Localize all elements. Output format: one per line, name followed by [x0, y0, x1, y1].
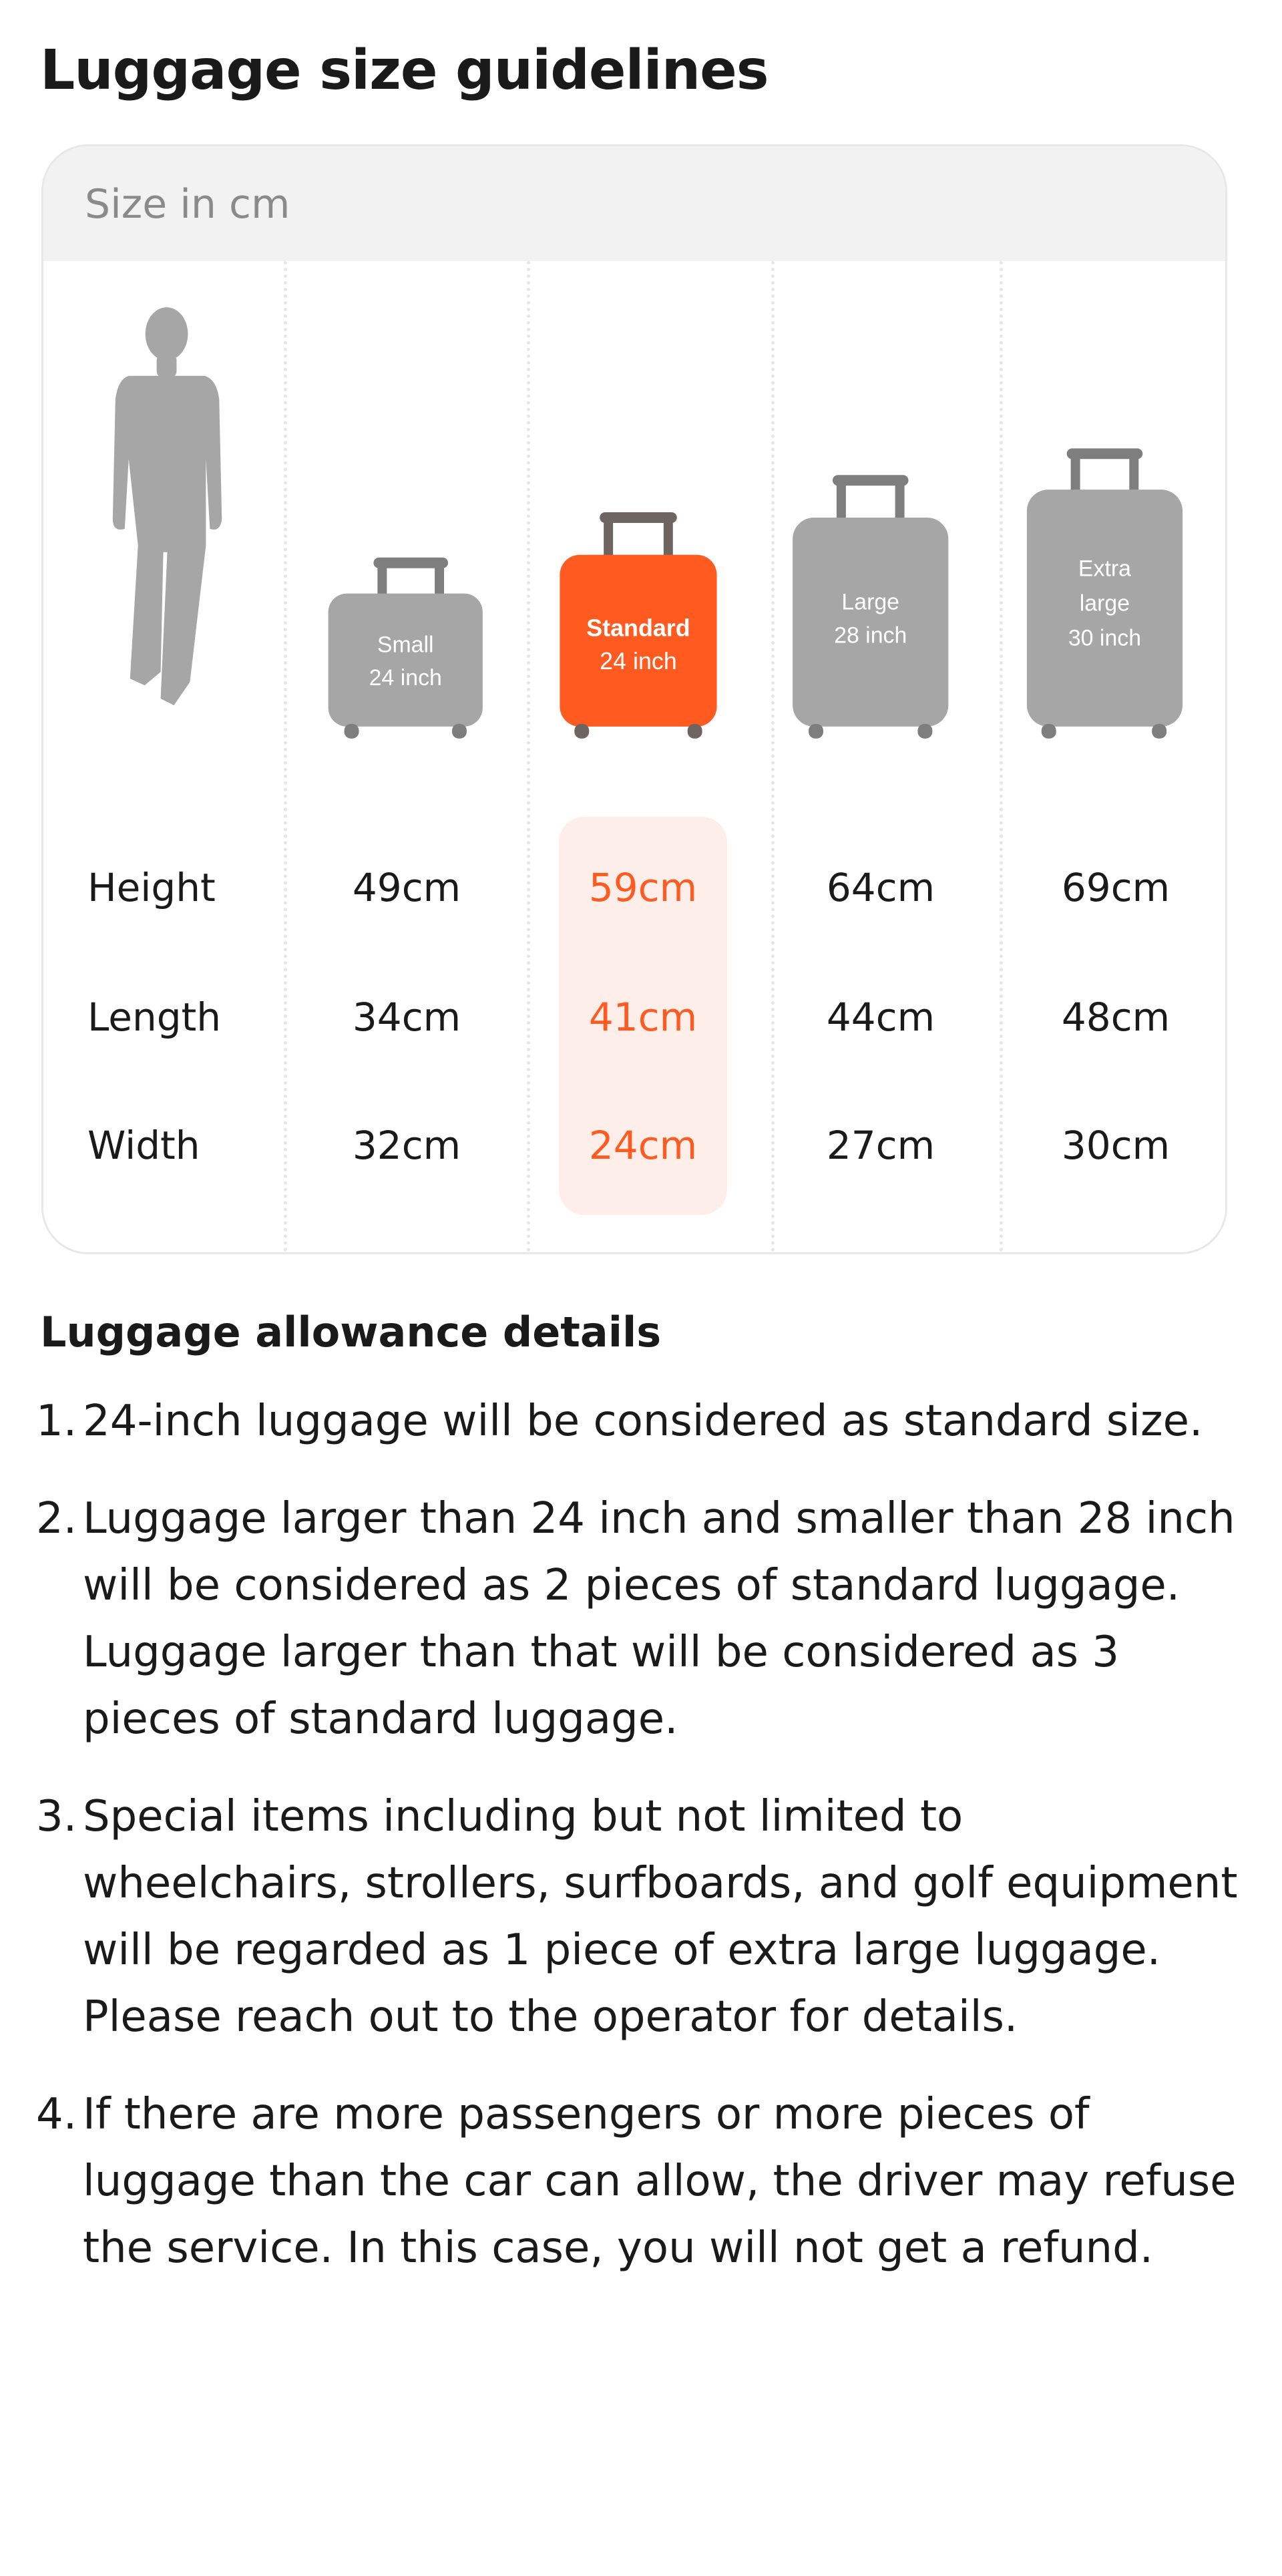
size-unit-label: Size in cm	[85, 181, 290, 228]
suitcase-label-standard-line1: Standard	[586, 614, 690, 642]
suitcase-label-large-line1: Large	[841, 589, 900, 615]
suitcase-label-standard-line2: 24 inch	[600, 648, 677, 675]
list-item-text: If there are more passengers or more pieces of luggage than the car can allow, the driver may refuse the service. In this case, you will not get a refund.	[83, 2090, 1237, 2273]
luggage-illustration	[43, 146, 1225, 1252]
list-item	[36, 1783, 1245, 2050]
list-item-number: 1.	[36, 1397, 77, 1446]
list-item-text: 24-inch luggage will be considered as standard size.	[83, 1397, 1203, 1446]
list-item-text: Luggage larger than 24 inch and smaller than 28 inch will be considered as 2 pieces of standard luggage. Luggage larger than that will be considered as 3 pieces of standard luggage.	[83, 1494, 1235, 1744]
cell-small-height: 49cm	[352, 865, 461, 910]
cell-large-width: 27cm	[826, 1123, 935, 1168]
page-title: Luggage size guidelines	[40, 39, 769, 102]
cell-xl-length: 48cm	[1061, 994, 1170, 1040]
suitcase-label-large-line2: 28 inch	[834, 622, 907, 649]
list-item	[36, 1485, 1245, 1753]
row-label-length: Length	[87, 994, 222, 1040]
person-silhouette-icon	[113, 307, 222, 705]
suitcase-label-small-line2: 24 inch	[369, 665, 442, 691]
cell-small-width: 32cm	[352, 1123, 461, 1168]
cell-standard-height: 59cm	[588, 865, 698, 910]
cell-large-height: 64cm	[826, 865, 935, 910]
row-label-height: Height	[87, 865, 216, 910]
cell-small-length: 34cm	[352, 994, 461, 1040]
allowance-details-title: Luggage allowance details	[40, 1308, 662, 1356]
cell-standard-width: 24cm	[588, 1123, 698, 1168]
list-item-number: 2.	[36, 1494, 77, 1543]
suitcase-label-xl-line2: large	[1079, 590, 1130, 616]
cell-standard-length: 41cm	[588, 994, 698, 1040]
cell-xl-height: 69cm	[1061, 865, 1170, 910]
list-item	[36, 1388, 1245, 1455]
luggage-size-card	[41, 144, 1227, 1254]
list-item-text: Special items including but not limited to wheelchairs, strollers, surfboards, and golf equipment will be regarded as 1 piece of extra large luggage. Please reach out to the operator for details.	[83, 1792, 1238, 2042]
suitcase-label-xl-line1: Extra	[1078, 556, 1131, 582]
suitcase-label-small-line1: Small	[377, 632, 434, 658]
list-item	[36, 2081, 1245, 2281]
list-item-number: 3.	[36, 1792, 77, 1841]
row-label-width: Width	[87, 1123, 200, 1168]
allowance-details-list	[36, 1388, 1245, 2312]
list-item-number: 4.	[36, 2090, 77, 2139]
cell-large-length: 44cm	[826, 994, 935, 1040]
cell-xl-width: 30cm	[1061, 1123, 1170, 1168]
suitcase-label-xl-line3: 30 inch	[1068, 625, 1142, 651]
